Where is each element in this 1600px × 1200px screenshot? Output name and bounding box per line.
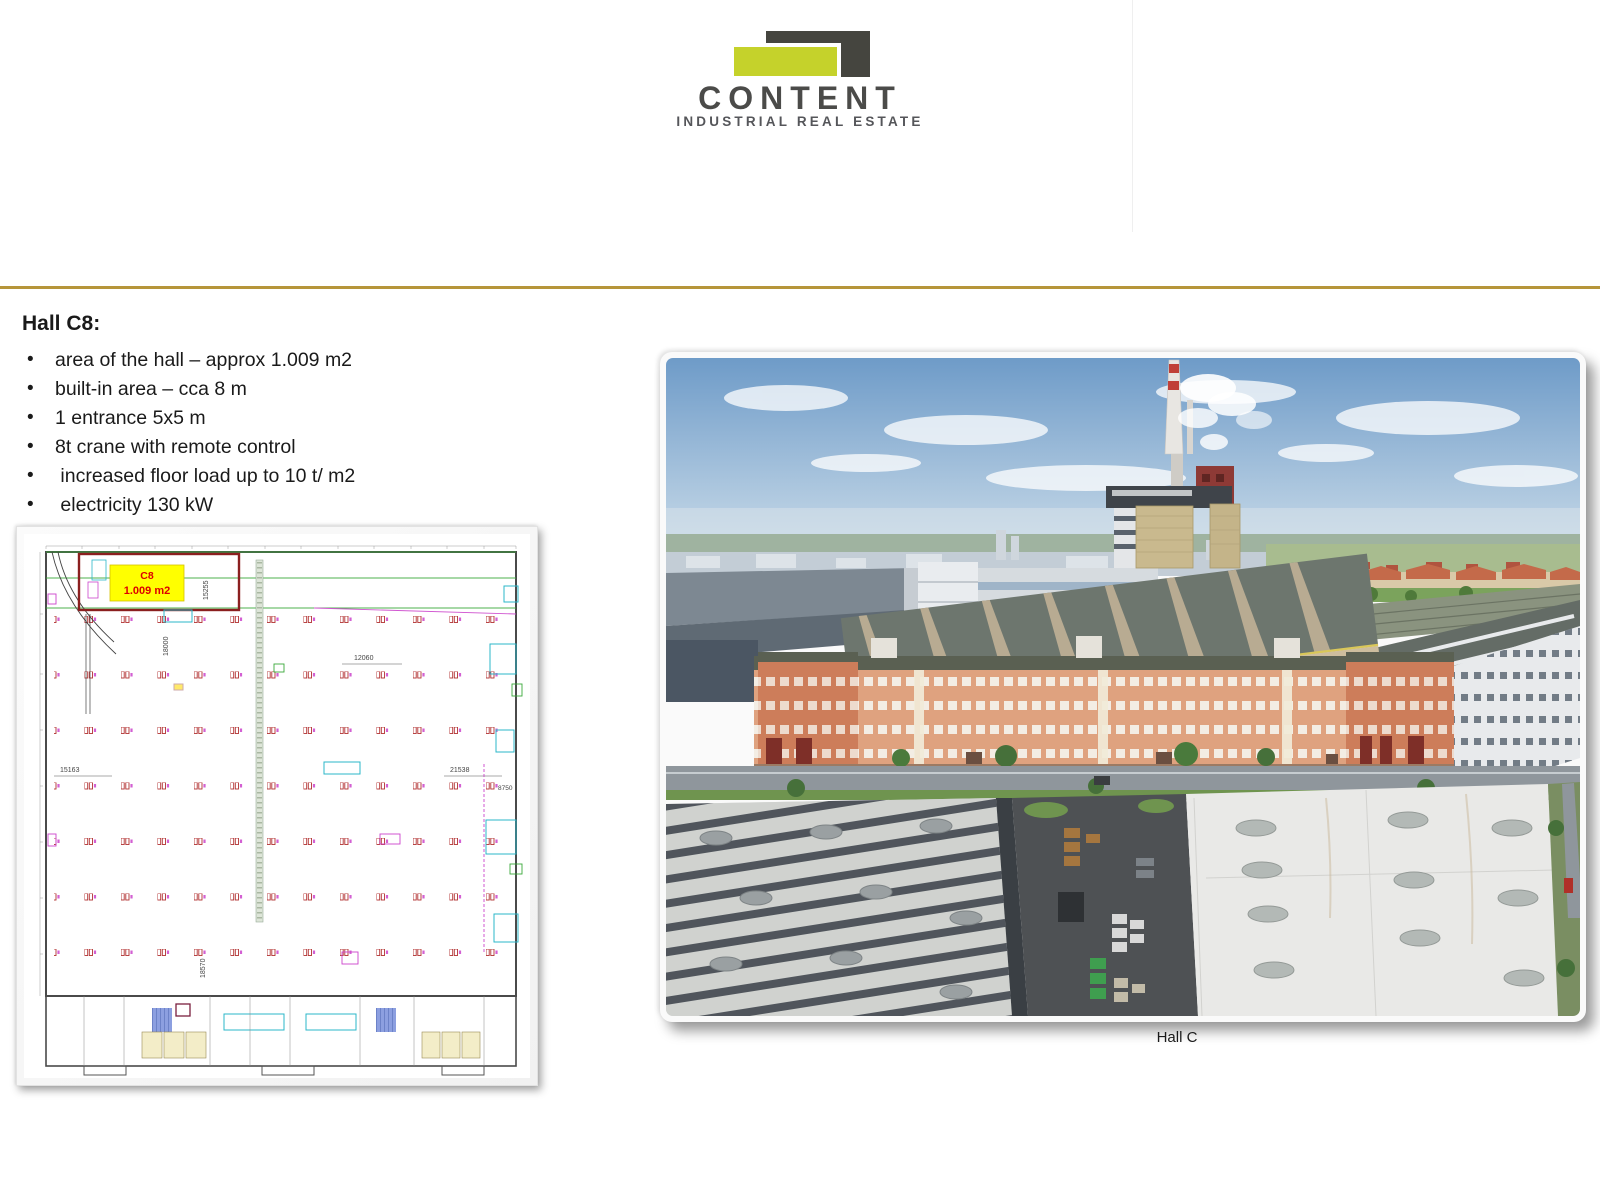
photo-caption: Hall C	[1156, 1029, 1198, 1046]
gold-divider-line	[0, 286, 1600, 289]
hall-c-photo	[660, 352, 1586, 1022]
bullet-area: • area of the hall – approx 1.009 m2	[22, 346, 542, 375]
plan-central-strip	[256, 560, 263, 922]
dim-15163: 15163	[60, 767, 80, 774]
dim-18570: 18570	[200, 958, 207, 978]
logo-brand-text: CONTENT	[698, 80, 902, 116]
office-building	[754, 636, 1454, 772]
faint-vertical-line	[1132, 0, 1133, 232]
dim-12060: 12060	[354, 655, 374, 662]
hall-bullet-list	[22, 346, 542, 519]
bullet-electricity: • electricity 130 kW	[22, 491, 542, 520]
floor-plan-drawing	[24, 534, 530, 1078]
plan-c8-label: C8	[140, 570, 154, 582]
dim-8750: 8750	[498, 785, 513, 792]
logo-tagline-text: INDUSTRIAL REAL ESTATE	[676, 114, 924, 129]
logo-mark-yellow-rect	[734, 47, 837, 76]
bullet-floor-load: • increased floor load up to 10 t/ m2	[22, 462, 542, 491]
bullet-entrance: • 1 entrance 5x5 m	[22, 404, 542, 433]
bottom-left-roof	[666, 798, 1028, 1016]
bullet-built-in: • built-in area – cca 8 m	[22, 375, 542, 404]
dim-18000: 18000	[163, 636, 170, 656]
dim-15255: 15255	[203, 580, 210, 600]
hall-c-aerial-photo	[666, 358, 1580, 1016]
hall-heading: Hall C8:	[22, 312, 101, 335]
floor-plan-image	[16, 526, 538, 1086]
plan-column-grid	[54, 616, 510, 968]
dim-21538: 21538	[450, 767, 470, 774]
bullet-crane: • 8t crane with remote control	[22, 433, 542, 462]
logo-mark-dark-column	[841, 43, 870, 77]
bottom-right-roof	[1186, 784, 1558, 1016]
plan-c8-area-label: 1.009 m2	[123, 585, 171, 597]
logo-mark-dark-bar	[766, 31, 870, 43]
storage-yard	[1012, 794, 1198, 1016]
plan-c8-highlight	[79, 554, 239, 610]
